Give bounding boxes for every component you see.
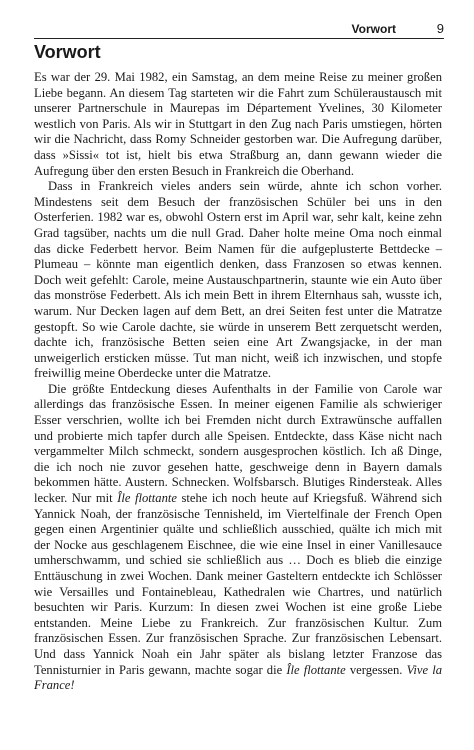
page-number: 9 xyxy=(436,21,444,36)
paragraph-3-italic-vive-la-france: Vive la France! xyxy=(34,662,442,693)
paragraph-3-italic-ile-flottante-1: Île flottante xyxy=(117,491,177,506)
paragraph-3-italic-ile-flottante-2: Île flottante xyxy=(286,662,346,677)
body-text xyxy=(34,70,442,694)
paragraph-3 xyxy=(34,382,442,694)
running-head xyxy=(34,20,444,39)
paragraph-3-text-b: stehe ich noch heute auf Kriegsfuß. Während sich Yannick Noah, der französische Tennisheld, im Viertelfinale der French Open gegen einen Argentinier quälte und schließlich ausschied, quälte ich mich mit der Nocke aus geschlagenem Eischnee, die wie eine Insel in einer Vanillesauce umherschwamm, und schied sie schließlich aus … Doch es blieb die einzige Enttäuschung in zwei Wochen. Dank meiner Gasteltern entdeckte ich Schlösser wie Versailles und Fontainebleau, Kathedralen wie Chartres, und natürlich besuchten wir Paris. Kurzum: In diesen zwei Wochen ist eine große Liebe entstanden. Meine Liebe zu Frankreich. Zur französischen Kultur. Zum französischen Essen. Zur französischen Sprache. Zur französischen Lebensart. Und dass Yannick Noah ein Jahr später als bislang letzter Franzose das Tennisturnier in Paris gewann, machte sogar die xyxy=(34,491,442,677)
paragraph-2: Dass in Frankreich vieles anders sein würde, ahnte ich schon vorher. Mindestens seit dem Besuch der französischen Schüler bei uns in den Osterferien. 1982 war es, obwohl Ostern erst im April war, sehr kalt, keine zehn Grad tagsüber, nachts um die null Grad. Daher holte meine Oma noch einmal das dicke Federbett hervor. Beim Namen für die aufgeplusterte Bettdecke – Plumeau – könnte man eigentlich denken, dass Franzosen so etwas kennen. Doch weit gefehlt: Carole, meine Austauschpartnerin, staunte wie ein Auto über das monströse Federbett. Als ich mein Bett in ihrem Elternhaus sah, wusste ich, warum. Nur Decken lagen auf dem Bett, an drei Seiten fest unter die Matratze gestopft. So wie Carole dachte, sie würde in unserem Bett zerquetscht werden, dachte ich, französische Betten seien eine Art Zwangsjacke, in der man unweigerlich ersticken müsse. Tut man nicht, weiß ich inzwischen, und stopfe freiwillig meine Oberdecke unter die Matratze. xyxy=(34,179,442,381)
chapter-title: Vorwort xyxy=(34,42,101,62)
running-head-section: Vorwort xyxy=(351,22,396,36)
paragraph-3-text-a: Die größte Entdeckung dieses Aufenthalts in der Familie von Carole war allerdings das französische Essen. In meiner eigenen Familie als schwieriger Esser verschrien, wollte ich bei Fremden nicht durch Extrawünsche auffallen und probierte mich tapfer durch alle Speisen. Entdeckte, dass Käse nicht nach vergammelter Milch schmeckt, sondern ausgesprochen köstlich. Ich aß Dinge, die ich noch nie zuvor gesehen hatte, geschweige denn in Bayern damals bekommen hätte. Austern. Schnecken. Wolfsbarsch. Blutiges Rindersteak. Alles lecker. Nur mit xyxy=(34,381,442,506)
paragraph-1: Es war der 29. Mai 1982, ein Samstag, an dem meine Reise zu meiner großen Liebe begann. An diesem Tag starteten wir die Fahrt zum Schüleraustausch mit unserer Partnerschule in Maurepas im Département Yvelines, 30 Kilometer westlich von Paris. Als wir in Stuttgart in den Zug nach Paris umstiegen, hörten wir die Nachricht, dass Romy Schneider gestorben war. Die Aufregung darüber, dass »Sissi« tot ist, hielt bis etwa Straßburg an, dann gewann wieder die Aufregung über den ersten Besuch in Frankreich die Oberhand. xyxy=(34,70,442,178)
paragraph-3-text-c: vergessen. xyxy=(345,662,407,677)
